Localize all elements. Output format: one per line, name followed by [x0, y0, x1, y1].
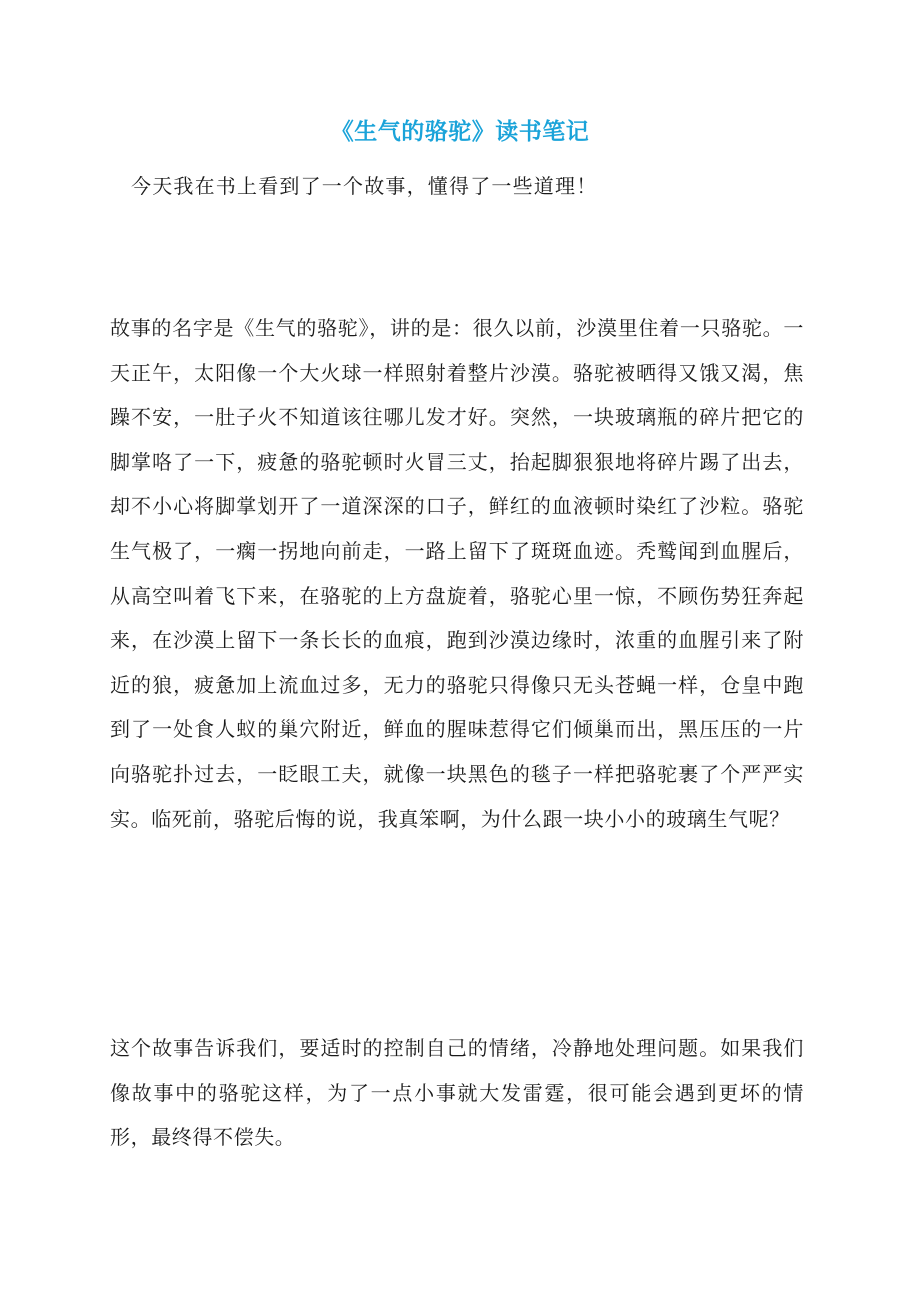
intro-line: 今天我在书上看到了一个故事，懂得了一些道理！ [131, 174, 598, 198]
moral-paragraph: 这个故事告诉我们，要适时的控制自己的情绪，冷静地处理问题。如果我们像故事中的骆驼这样，为了一点小事就大发雷霆，很可能会遇到更坏的情形，最终得不偿失。 [110, 1036, 804, 1150]
story-paragraph: 故事的名字是《生气的骆驼》，讲的是：很久以前，沙漠里住着一只骆驼。一天正午，太阳像一个大火球一样照射着整片沙漠。骆驼被晒得又饿又渴，焦躁不安，一肚子火不知道该往哪儿发才好。突然，一块玻璃瓶的碎片把它的脚掌咯了一下，疲惫的骆驼顿时火冒三丈，抬起脚狠狠地将碎片踢了出去，却不小心将脚掌划开了一道深深的口子，鲜红的血液顿时染红了沙粒。骆驼生气极了，一瘸一拐地向前走，一路上留下了斑斑血迹。秃鹫闻到血腥后，从高空叫着飞下来，在骆驼的上方盘旋着，骆驼心里一惊，不顾伤势狂奔起来，在沙漠上留下一条长长的血痕，跑到沙漠边缘时，浓重的血腥引来了附近的狼，疲惫加上流血过多，无力的骆驼只得像只无头苍蝇一样，仓皇中跑到了一处食人蚁的巢穴附近，鲜血的腥味惹得它们倾巢而出，黑压压的一片向骆驼扑过去，一眨眼工夫，就像一块黑色的毯子一样把骆驼裹了个严严实实。临死前，骆驼后悔的说，我真笨啊，为什么跟一块小小的玻璃生气呢？ [110, 316, 804, 831]
document-title: 《生气的骆驼》读书笔记 [330, 118, 590, 145]
